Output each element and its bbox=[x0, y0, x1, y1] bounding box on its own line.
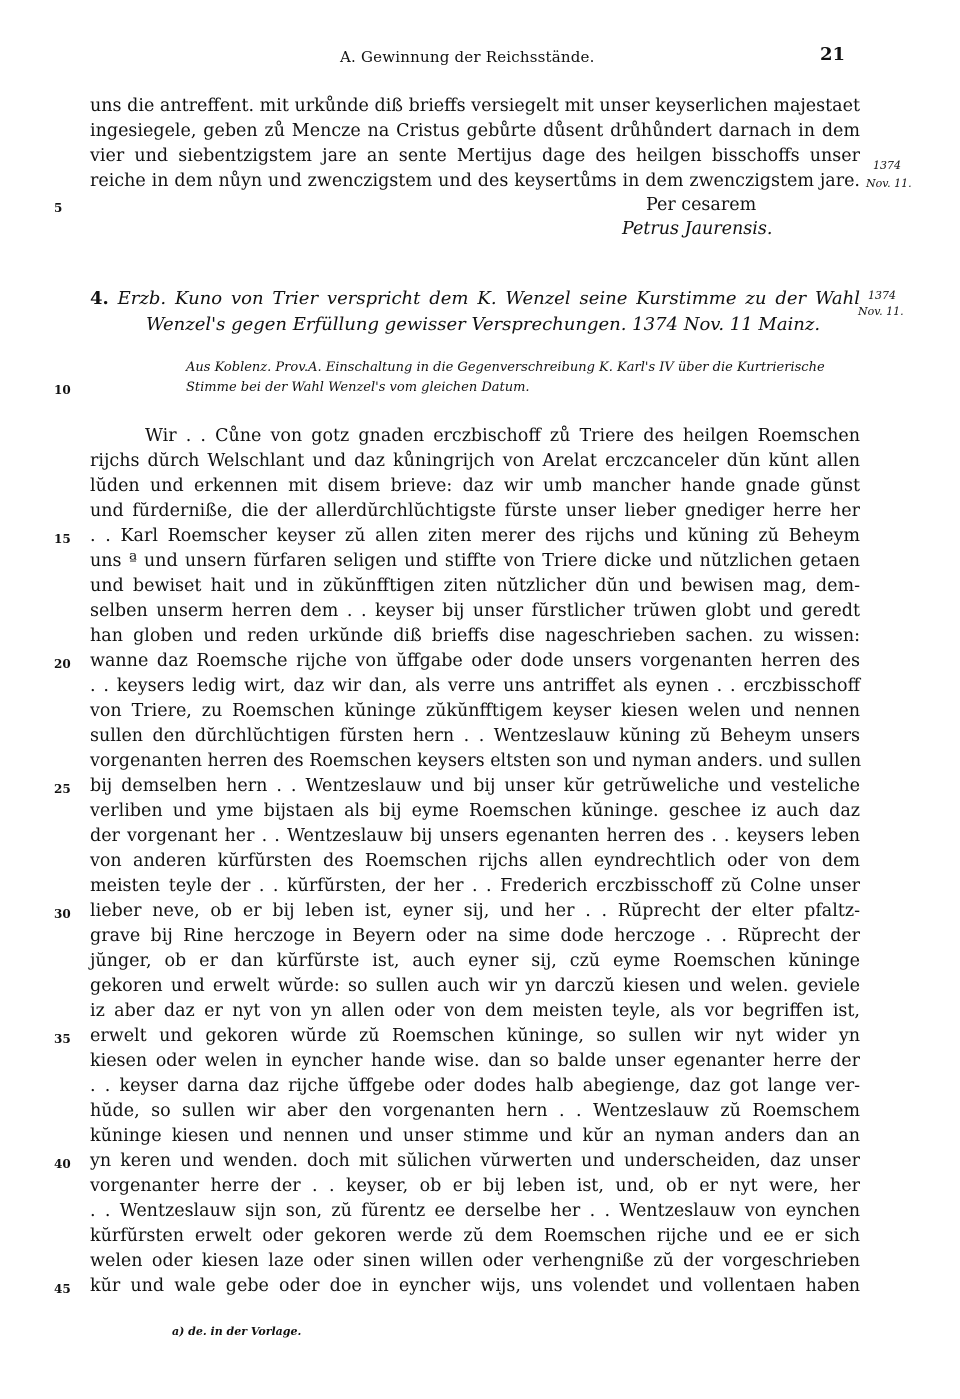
signature-name: Petrus Jaurensis. bbox=[622, 219, 773, 239]
body-line: der vorgenant her . . Wentzeslauw bij unsers egenanten herren des . . keysers leben bbox=[90, 826, 860, 846]
body-line: lŭden und erkennen mit disem brieve: daz wir umb mancher hande gnade gŭnst bbox=[90, 476, 860, 496]
document-number: 4. bbox=[90, 288, 109, 309]
document-title-line-2: Wenzel's gegen Erfüllung gewisser Versprechungen. 1374 Nov. 11 Mainz. bbox=[146, 314, 821, 335]
body-line: han globen und reden urkŭnde diß brieffs dise nageschrieben sachen. zu wissen: bbox=[90, 626, 860, 646]
body-line: grave bij Rine herczoge in Beyern oder na sime dode herczoge . . Rŭprecht der bbox=[90, 926, 860, 946]
body-line: . . keysers ledig wirt, daz wir dan, als verre uns antriffet als eynen . . erczbisschoff bbox=[90, 676, 860, 696]
body-line: welen oder kiesen laze oder sinen willen oder verhengniße zŭ der vorgeschrieben bbox=[90, 1251, 860, 1271]
body-line: Wir . . Cůne von gotz gnaden erczbischoff zů Triere des heilgen Roemschen bbox=[145, 426, 860, 446]
body-line: verliben und yme bijstaen als bij eyme Roemschen kŭninge. geschee iz auch daz bbox=[90, 801, 860, 821]
body-line: gekoren und erwelt wŭrde: so sullen auch wir yn darczŭ kiesen und welen. geviele bbox=[90, 976, 860, 996]
preceding-line: uns die antreffent. mit urkůnde diß brieffs versiegelt mit unser keyserlichen majestaet bbox=[90, 96, 860, 116]
body-line: selben unserm herren dem . . keyser bij unser fŭrstlicher trŭwen globt und geredt bbox=[90, 601, 860, 621]
body-line: kŭrfŭrsten erwelt oder gekoren werde zŭ dem Roemschen rijche und ee er sich bbox=[90, 1226, 860, 1246]
body-line: sullen den dŭrchlŭchtigen fŭrsten hern . . Wentzeslauw kŭning zŭ Beheym unsers bbox=[90, 726, 860, 746]
body-line: . . keyser darna daz rijche ŭffgebe oder dodes halb abegienge, daz got lange ver- bbox=[90, 1076, 860, 1096]
source-line-1: Aus Koblenz. Prov.A. Einschaltung in die Gegenverschreibung K. Karl's IV über die Kurtrierische bbox=[186, 360, 825, 375]
body-line: lieber neve, ob er bij leben ist, eyner sij, und her . . Rŭprecht der elter pfaltz- bbox=[90, 901, 860, 921]
body-line: meisten teyle der . . kŭrfŭrsten, der her . . Frederich erczbisschoff zŭ Colne unser bbox=[90, 876, 860, 896]
line-number: 40 bbox=[54, 1157, 71, 1171]
body-line: von anderen kŭrfŭrsten des Roemschen rijchs allen eyndrechtlich oder von dem bbox=[90, 851, 860, 871]
body-line: und bewiset hait und in zŭkŭnfftigen ziten nŭtzlicher dŭn und bewisen mag, dem- bbox=[90, 576, 860, 596]
preceding-line: ingesiegele, geben zů Mencze na Cristus gebůrte důsent drůhůndert darnach in dem bbox=[90, 121, 860, 141]
line-number: 45 bbox=[54, 1282, 71, 1296]
body-line: wanne daz Roemsche rijche von ŭffgabe oder dode unsers vorgenanten herren des bbox=[90, 651, 860, 671]
body-line: hŭde, so sullen wir aber den vorgenanten hern . . Wentzeslauw zŭ Roemschem bbox=[90, 1101, 860, 1121]
line-number: 25 bbox=[54, 782, 71, 796]
line-number: 30 bbox=[54, 907, 71, 921]
body-line: vorgenanten herren des Roemschen keysers eltsten son und nyman anders. und sullen bbox=[90, 751, 862, 771]
line-number: 5 bbox=[54, 201, 63, 215]
line-number: 15 bbox=[54, 532, 71, 546]
page-number: 21 bbox=[820, 44, 846, 65]
signature-line: Per cesarem bbox=[646, 195, 757, 215]
margin-date-day: Nov. 11. bbox=[866, 177, 912, 190]
running-title: A. Gewinnung der Reichsstände. bbox=[340, 48, 595, 66]
body-line: und fŭrderniße, die der allerdŭrchlŭchtigste fŭrste unser lieber gnediger herre her bbox=[90, 501, 860, 521]
body-line: bij demselben hern . . Wentzeslauw und bij unser kŭr getrŭweliche und vesteliche bbox=[90, 776, 860, 796]
body-line: jŭnger, ob er dan kŭrfŭrste ist, auch eyner sij, czŭ eyme Roemschen kŭninge bbox=[90, 951, 860, 971]
body-line: erwelt und gekoren wŭrde zŭ Roemschen kŭninge, so sullen wir nyt wider yn bbox=[90, 1026, 860, 1046]
body-line: . . Wentzeslauw sijn son, zŭ fŭrentz ee derselbe her . . Wentzeslauw von eynchen bbox=[90, 1201, 860, 1221]
source-note bbox=[186, 358, 866, 398]
line-number: 20 bbox=[54, 657, 71, 671]
footnote: a) de. in der Vorlage. bbox=[172, 1325, 302, 1338]
body-line: von Triere, zu Roemschen kŭninge zŭkŭnfftigem keyser kiesen welen und nennen bbox=[90, 701, 860, 721]
preceding-line: reiche in dem nůyn und zwenczigstem und des keysertůms in dem zwenczigstem jare. bbox=[90, 171, 860, 191]
line-number: 35 bbox=[54, 1032, 71, 1046]
body-line: uns ª und unsern fŭrfaren seligen und stiffte von Triere dicke und nŭtzlichen getaen bbox=[90, 551, 860, 571]
body-line: kiesen oder welen in eyncher hande wise. dan so balde unser egenanter herre der bbox=[90, 1051, 860, 1071]
margin-date-year: 1374 bbox=[873, 159, 901, 172]
body-line: . . Karl Roemscher keyser zŭ allen ziten merer des rijchs und kŭning zŭ Beheym bbox=[90, 526, 860, 546]
doc-margin-date-year: 1374 bbox=[868, 289, 896, 302]
source-line-2: Stimme bei der Wahl Wenzel's vom gleichen Datum. bbox=[186, 380, 530, 395]
body-line: yn keren und wenden. doch mit sŭlichen vŭrwerten und underscheiden, daz unser bbox=[90, 1151, 860, 1171]
body-line: vorgenanter herre der . . keyser, ob er bij leben ist, und, ob er nyt were, her bbox=[90, 1176, 860, 1196]
line-number: 10 bbox=[54, 383, 71, 397]
body-line: kŭninge kiesen und nennen und unser stimme und kŭr an nyman anders dan an bbox=[90, 1126, 860, 1146]
heading-line-1 bbox=[90, 286, 860, 312]
body-line: iz aber daz er nyt von yn allen oder von dem meisten teyle, als vor begriffen ist, bbox=[90, 1001, 860, 1021]
preceding-line: vier und siebentzigstem jare an sente Mertijus dage des heilgen bisschoffs unser bbox=[90, 146, 860, 166]
body-line: kŭr und wale gebe oder doe in eyncher wijs, uns volendet und vollentaen haben bbox=[90, 1276, 860, 1296]
document-title-line-1: Erzb. Kuno von Trier verspricht dem K. Wenzel seine Kurstimme zu der Wahl bbox=[117, 288, 860, 309]
body-line: rijchs dŭrch Welschlant und daz kůningrijch von Arelat erczcanceler dŭn kŭnt allen bbox=[90, 451, 860, 471]
document-heading bbox=[90, 286, 860, 338]
doc-margin-date-day: Nov. 11. bbox=[858, 305, 904, 318]
